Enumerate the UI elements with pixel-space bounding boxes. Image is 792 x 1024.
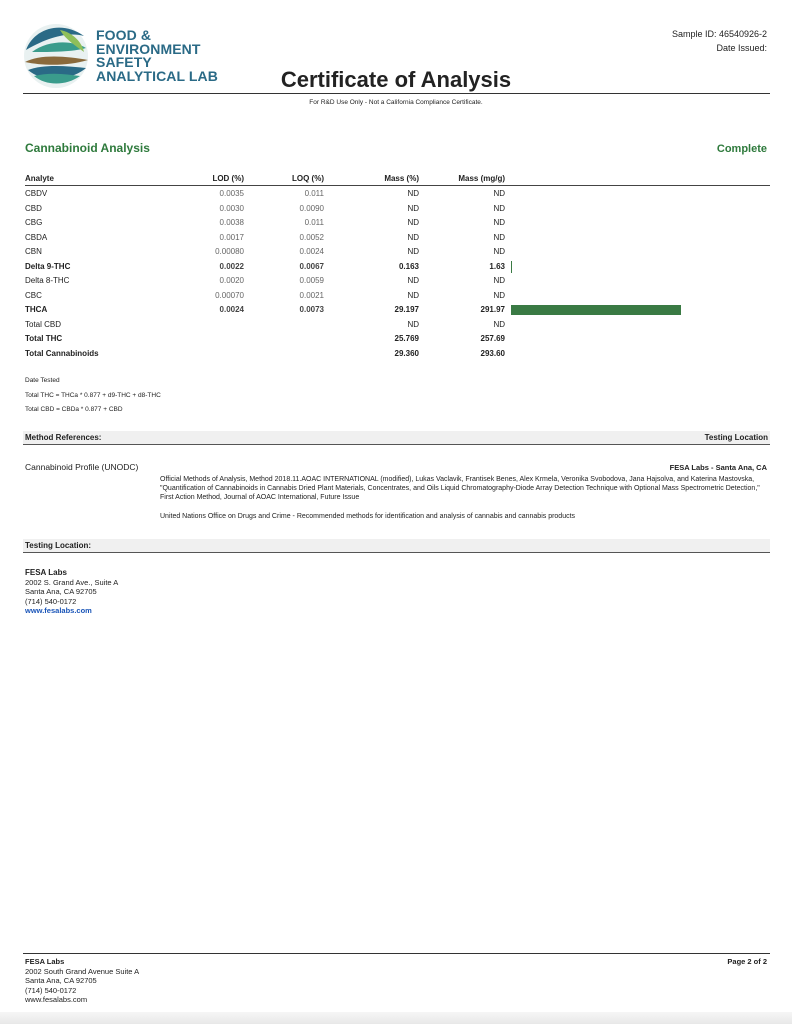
col-mass-mg: Mass (mg/g) (458, 174, 505, 183)
table-row (25, 274, 770, 288)
mass-pct-cell: 29.360 (394, 348, 419, 358)
date-issued: Date Issued: (716, 43, 767, 53)
lod-cell: 0.0024 (219, 305, 244, 314)
loq-cell: 0.0052 (299, 232, 324, 242)
footer-phone: (714) 540-0172 (25, 985, 77, 995)
mass-pct-cell: 29.197 (394, 305, 419, 314)
logo-line: ENVIRONMENT (96, 40, 201, 57)
logo-line: ANALYTICAL LAB (96, 67, 218, 84)
mass-mg-cell: ND (493, 189, 505, 198)
analyte-cell: Delta 8-THC (25, 276, 70, 285)
logo-line: SAFETY (96, 54, 152, 70)
footer-divider (23, 953, 770, 954)
mass-pct-cell: ND (407, 276, 419, 285)
analyte-cell: CBD (25, 203, 42, 213)
lod-cell: 0.0035 (219, 189, 244, 198)
loq-cell: 0.011 (304, 189, 324, 198)
table-row (25, 187, 770, 201)
table-row (25, 332, 770, 346)
table-row (25, 245, 770, 259)
lab-address-2: Santa Ana, CA 92705 (25, 587, 97, 596)
total-thc-formula: Total THC = THCa * 0.877 + d9-THC + d8-THC (25, 392, 161, 399)
lab-phone: (714) 540-0172 (25, 596, 77, 606)
analyte-cell: THCA (25, 305, 48, 314)
mass-bar (511, 305, 681, 315)
loq-cell: 0.0021 (299, 290, 324, 300)
footer-lab-name: FESA Labs (25, 957, 65, 966)
mass-pct-cell: ND (407, 319, 419, 329)
loq-cell: 0.0067 (299, 261, 324, 271)
lod-cell: 0.00080 (215, 247, 244, 256)
loq-cell: 0.0073 (299, 305, 324, 314)
testing-location-title: Testing Location: (25, 541, 92, 550)
loq-cell: 0.0090 (299, 203, 324, 213)
page-title: Certificate of Analysis (280, 67, 512, 92)
method-reference-2: United Nations Office on Drugs and Crime - Recommended methods for identification and analysis of cannabis and cannabis products (160, 513, 576, 520)
col-loq: LOQ (%) (292, 174, 324, 183)
testing-location-label: Testing Location (704, 433, 768, 442)
mass-pct-cell: 0.163 (398, 261, 419, 271)
status-badge: Complete (716, 143, 767, 155)
table-row (25, 347, 770, 361)
table-row (25, 231, 770, 245)
mass-mg-cell: ND (493, 218, 505, 227)
mass-mg-cell: ND (493, 203, 505, 213)
analyte-cell: Delta 9-THC (25, 261, 71, 271)
col-lod: LOD (%) (212, 174, 244, 183)
sample-info (672, 27, 767, 55)
method-name: Cannabinoid Profile (UNODC) (25, 462, 139, 472)
table-header (25, 174, 770, 186)
analyte-cell: CBN (25, 247, 42, 256)
lab-address-1: 2002 S. Grand Ave., Suite A (25, 577, 119, 587)
lab-website-link[interactable]: www.fesalabs.com (25, 606, 92, 615)
mass-mg-cell: ND (493, 232, 505, 242)
mass-pct-cell: 25.769 (394, 334, 419, 343)
lab-name: FESA Labs (25, 568, 67, 577)
analyte-cell: CBDA (25, 232, 48, 242)
method-reference-1: Official Methods of Analysis, Method 2018.11.AOAC INTERNATIONAL (modified), Lukas Vaclavik, Frantisek Benes, Alex Krmela, Veronika Svobodova, Jana Hajsolva, and Katerina Mastovska, "Quantification of Cannabinoids in Cannabis Dried Plant Materials, Concentrates, and Oils Liquid Chromatography-Diode Array Detection Technique with Optional Mass Spectrometric Detection," First Action Method, Journal of AOAC International, Future Issue (160, 476, 760, 501)
footer-address-2: Santa Ana, CA 92705 (25, 976, 97, 985)
lod-cell: 0.0022 (219, 261, 244, 271)
logo-line: FOOD & (96, 27, 152, 43)
lod-cell: 0.00070 (215, 290, 244, 300)
lod-cell: 0.0038 (219, 218, 244, 227)
section-title: Cannabinoid Analysis (25, 141, 150, 155)
testing-location-header (23, 539, 770, 553)
col-analyte: Analyte (25, 174, 54, 183)
testing-location-block (25, 568, 118, 616)
page-subtitle: For R&D Use Only - Not a California Compliance Certificate. (309, 99, 483, 106)
total-cbd-formula: Total CBD = CBDa * 0.877 + CBD (25, 406, 123, 413)
mass-pct-cell: ND (407, 232, 419, 242)
loq-cell: 0.0059 (299, 276, 324, 285)
table-row (25, 202, 770, 216)
analyte-cell: Total THC (25, 334, 63, 343)
analyte-cell: Total CBD (25, 319, 62, 329)
scan-edge (0, 1012, 792, 1024)
loq-cell: 0.0024 (299, 247, 324, 256)
mass-pct-cell: ND (407, 189, 419, 198)
col-mass-pct: Mass (%) (384, 174, 419, 183)
table-row (25, 318, 770, 332)
mass-mg-cell: 293.60 (480, 348, 505, 358)
header-divider (23, 93, 770, 94)
mass-pct-cell: ND (407, 247, 419, 256)
mass-bar (511, 261, 512, 273)
mass-mg-cell: ND (493, 276, 505, 285)
lod-cell: 0.0017 (219, 232, 244, 242)
analyte-cell: CBG (25, 218, 43, 227)
table-row (25, 216, 770, 230)
analyte-cell: CBDV (25, 189, 48, 198)
mass-pct-cell: ND (407, 203, 419, 213)
footer-address-1: 2002 South Grand Avenue Suite A (25, 966, 140, 976)
table-row (25, 289, 770, 303)
footer-website: www.fesalabs.com (25, 995, 88, 1004)
mass-mg-cell: 1.63 (489, 261, 505, 271)
mass-mg-cell: ND (493, 247, 505, 256)
mass-pct-cell: ND (407, 218, 419, 227)
loq-cell: 0.011 (304, 218, 324, 227)
lod-cell: 0.0030 (219, 203, 244, 213)
page-number: Page 2 of 2 (727, 957, 767, 966)
table-row (25, 260, 770, 274)
lod-cell: 0.0020 (219, 276, 244, 285)
method-references-header (23, 431, 770, 445)
date-tested: Date Tested (25, 377, 60, 384)
mass-pct-cell: ND (407, 290, 419, 300)
table-row (25, 303, 770, 317)
analyte-cell: Total Cannabinoids (25, 348, 99, 358)
mass-mg-cell: ND (493, 290, 505, 300)
method-location: FESA Labs - Santa Ana, CA (669, 463, 767, 472)
analyte-cell: CBC (25, 290, 42, 300)
mass-mg-cell: 257.69 (480, 334, 505, 343)
mass-mg-cell: ND (493, 319, 505, 329)
sample-id: Sample ID: 46540926-2 (671, 29, 767, 39)
method-references-label: Method References: (25, 433, 102, 442)
footer-block (25, 957, 139, 1005)
mass-mg-cell: 291.97 (480, 305, 505, 314)
